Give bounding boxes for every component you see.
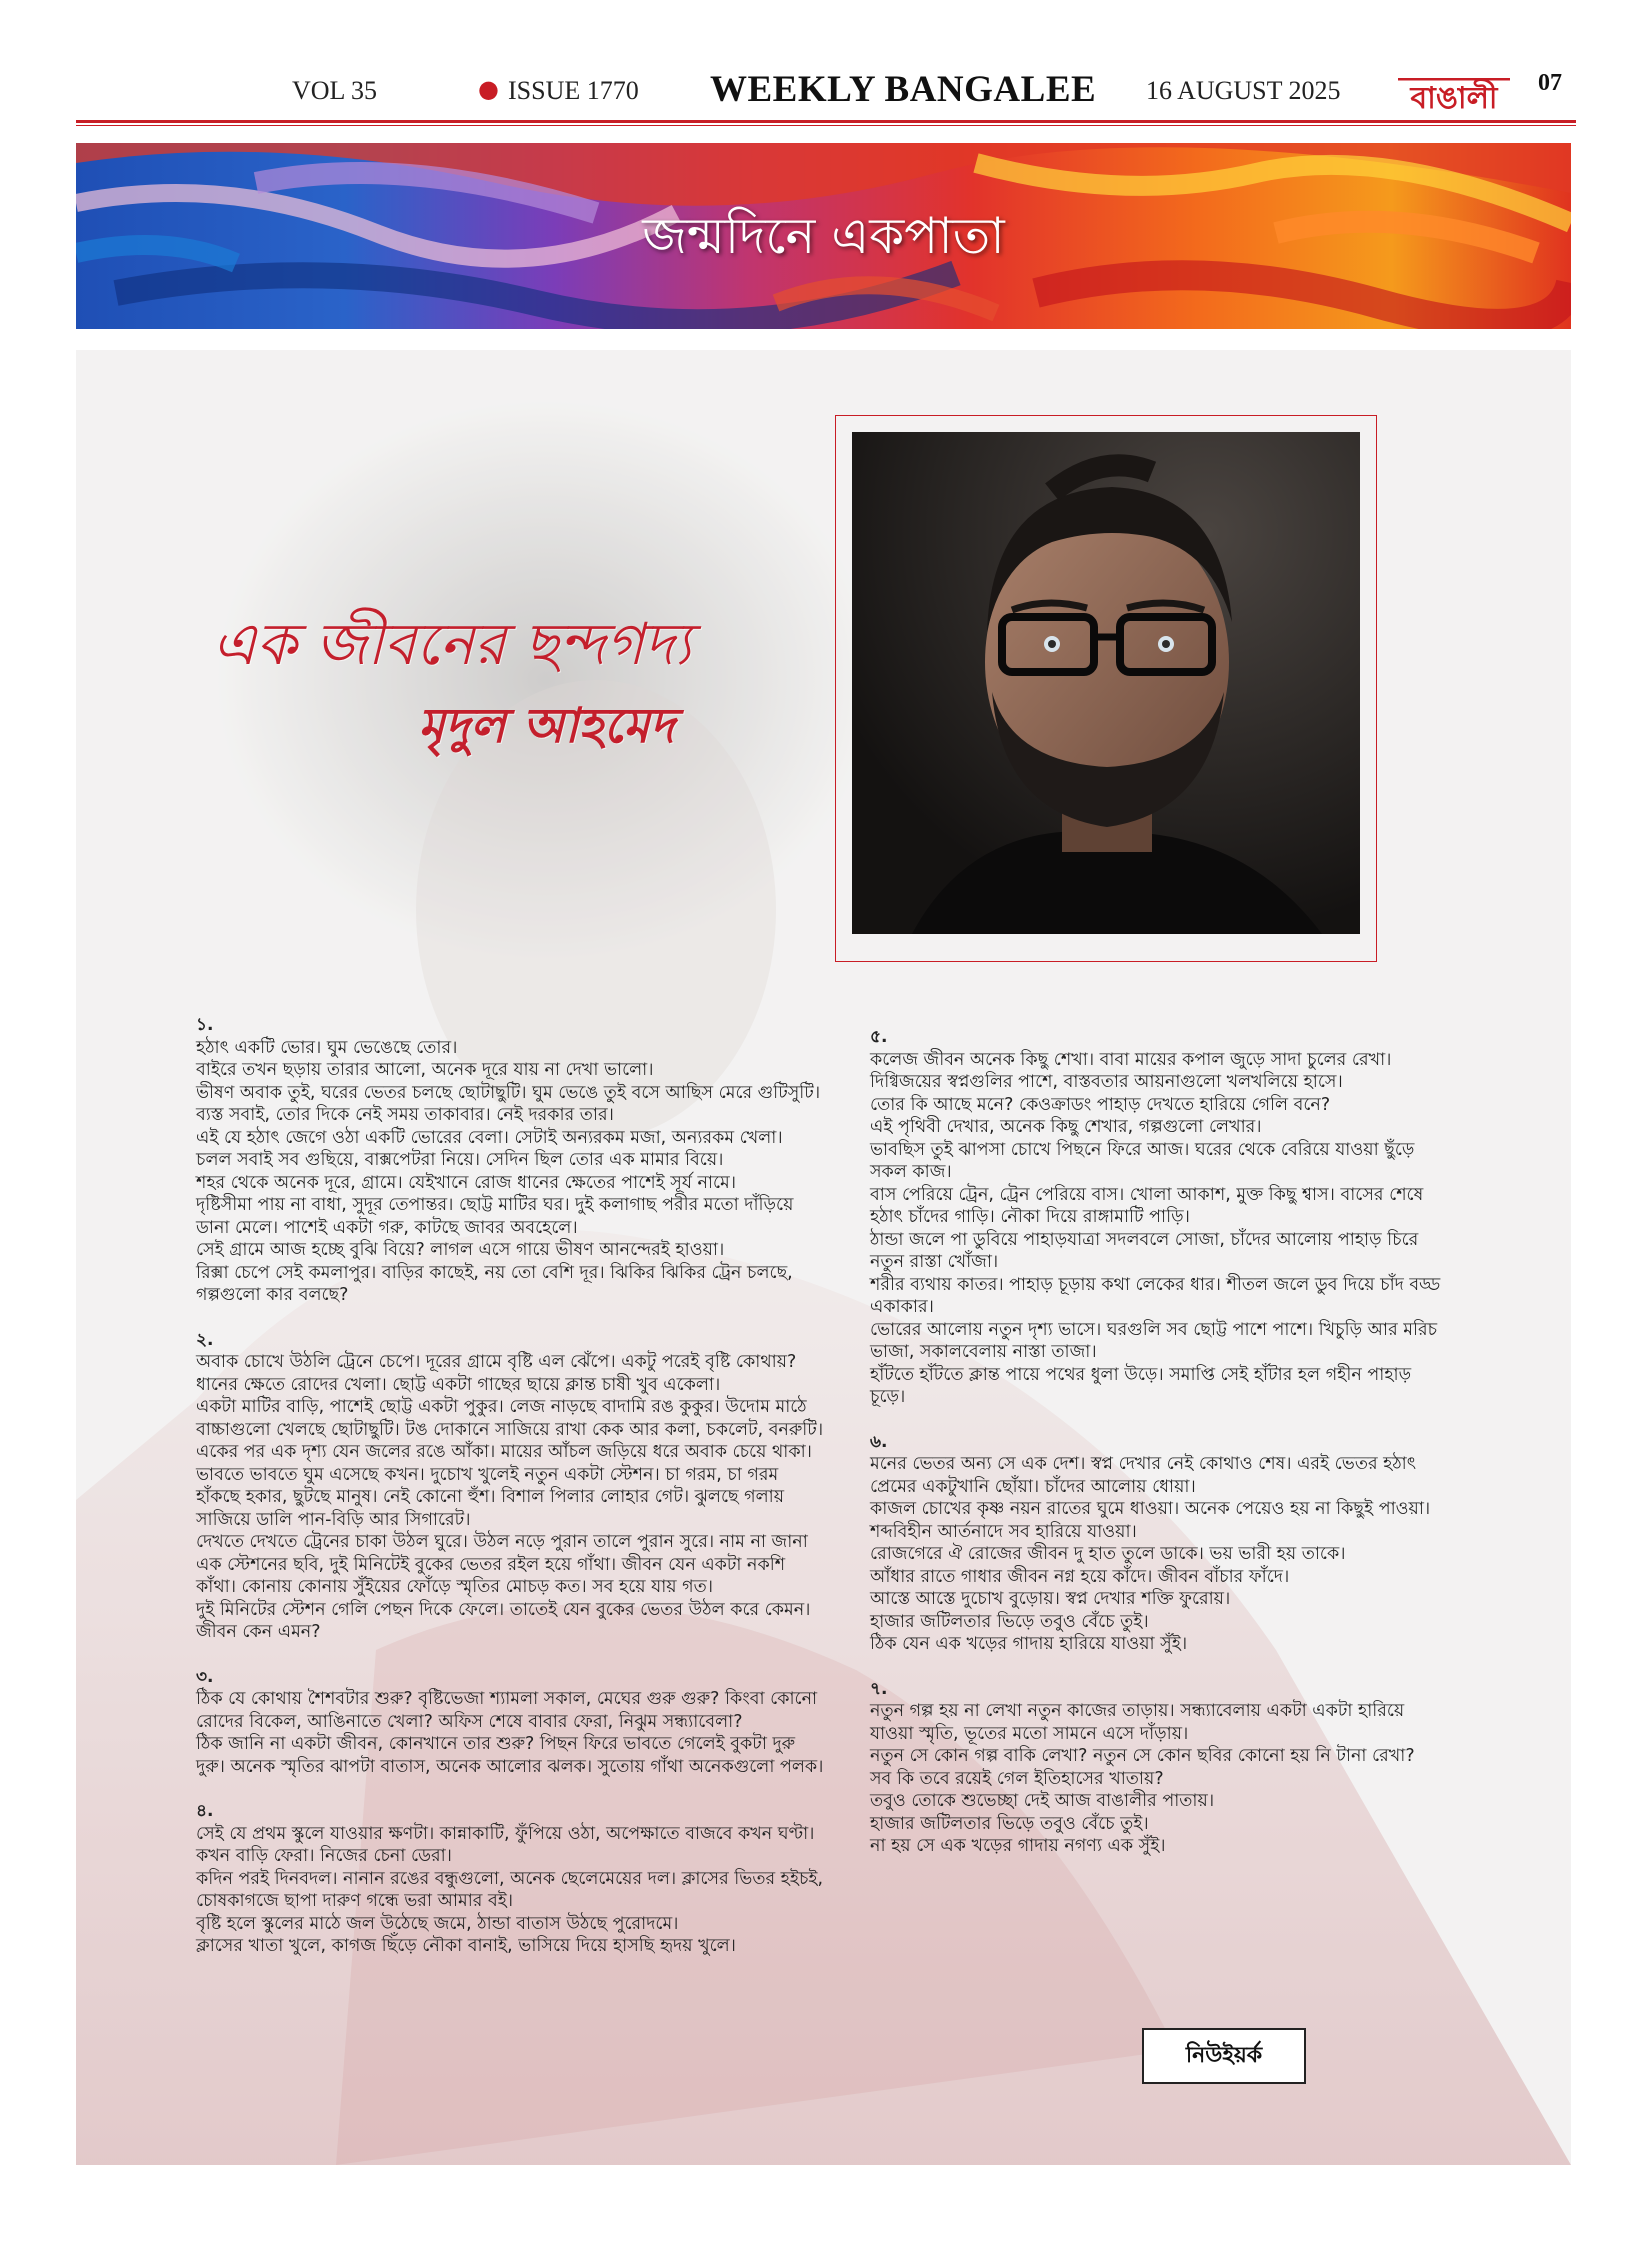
poem-line: তবুও তোকে শুভেচ্ছা দেই আজ বাঙালীর পাতায়। [870, 1791, 1215, 1811]
poem-line: বাইরে তখন ছড়ায় তারার আলো, অনেক দূরে যায় না দেখা ভালো। [196, 1060, 654, 1080]
section-number: ৪. [196, 1801, 214, 1821]
section-number: ১. [196, 1015, 214, 1035]
poem-line: হাজার জটিলতার ভিড়ে তবুও বেঁচে তুই। [870, 1813, 1149, 1834]
article-headline: এক জীবনের ছন্দগদ্য [212, 610, 692, 678]
location-dateline: নিউইয়র্ক [1142, 2028, 1306, 2084]
poem-line: বৃষ্টি হলে স্কুলের মাঠে জল উঠেছে জমে, ঠান্ডা বাতাস উঠছে পুরোদমে। [196, 1913, 679, 1934]
poem-line: ভাবছিস তুই ঝাপসা চোখে পিছনে ফিরে আজ। ঘরের থেকে বেরিয়ে যাওয়া ছুঁড়ে সকল কাজ। [870, 1139, 1415, 1182]
poem-line: আস্তে আস্তে দুচোখ বুড়োয়। স্বপ্ন দেখার শক্তি ফুরোয়। [870, 1589, 1231, 1609]
poem-line: শব্দবিহীন আর্তনাদে সব হারিয়ে যাওয়া। [870, 1521, 1137, 1542]
separator-dot-icon: ● [478, 75, 499, 103]
volume-label: VOL 35 [292, 76, 377, 105]
poem-line: ভীষণ অবাক তুই, ঘরের ভেতর চলছে ছোটাছুটি। ঘুম ভেঙে তুই বসে আছিস মেরে গুটিসুটি। ব্যস্ত সবাই, তোর দিকে নেই সময় তাকাবার। নেই দরকার তার। [196, 1082, 821, 1125]
poem-line: দুই মিনিটের স্টেশন গেলি পেছন দিকে ফেলে। তাতেই যেন বুকের ভেতর উঠল করে কেমন। [196, 1599, 811, 1620]
poem-line: শরীর ব্যথায় কাতর। পাহাড় চূড়ায় কথা লেকের ধার। শীতল জলে ডুব দিয়ে চাঁদ বড্ড একাকার। [870, 1274, 1441, 1317]
poem-section [196, 1014, 826, 1307]
poem-line: দেখতে দেখতে ট্রেনের চাকা উঠল ঘুরে। উঠল নড়ে পুরান তালে পুরান সুরে। নাম না জানা এক স্টেশনের ছবি, দুই মিনিটেই বুকের ভেতর রইল হয়ে গাঁথা। জীবন যেন একটা নকশি কাঁথা। কোনায় কোনায় সুঁইয়ের ফোঁড়ে স্মৃতির মোচড় কত। সব হয়ে যায় গত। [196, 1532, 808, 1597]
poem-section [196, 1666, 826, 1779]
section-number: ৫. [870, 1027, 888, 1047]
section-number: ৭. [870, 1678, 888, 1699]
poem-line: শহর থেকে অনেক দূরে, গ্রামে। যেইখানে রোজ ধানের ক্ষেতের পাশেই সূর্য নামে। [196, 1172, 737, 1193]
poem-line: কলেজ জীবন অনেক কিছু শেখা। বাবা মায়ের কপাল জুড়ে সাদা চুলের রেখা। দিগ্বিজয়ের স্বপ্নগুলির পাশে, বাস্তবতার আয়নাগুলো খলখলিয়ে হাসে। [870, 1049, 1392, 1092]
poem-line: ভাবতে ভাবতে ঘুম এসেছে কখন। দুচোখ খুলেই নতুন একটা স্টেশন। চা গরম, চা গরম হাঁকছে হকার, ছুটছে মানুষ। নেই কোনো হুঁশ। বিশাল পিলার লোহার গেট। ঝুলছে গলায় সাজিয়ে ডালি পান-বিড়ি আর সিগারেট। [196, 1464, 785, 1530]
poem-line: রোজগেরে ঐ রোজের জীবন দু হাত তুলে ডাকে। ভয় ভারী হয় তাকে। [870, 1544, 1346, 1564]
poem-line: বাস পেরিয়ে ট্রেন, ট্রেন পেরিয়ে বাস। খোলা আকাশ, মুক্ত কিছু শ্বাস। বাসের শেষে হঠাৎ চাঁদের গাড়ি। নৌকা দিয়ে রাঙ্গামাটি পাড়ি। [870, 1184, 1424, 1227]
publication-logo [1396, 64, 1514, 116]
logo-text: বাঙালী [1410, 81, 1498, 116]
poem-line: একের পর এক দৃশ্য যেন জলের রঙে আঁকা। মায়ের আঁচল জড়িয়ে ধরে অবাক চেয়ে থাকা। [196, 1442, 812, 1462]
poem-line: এই পৃথিবী দেখার, অনেক কিছু শেখার, গল্পগুলো লেখার। [870, 1117, 1262, 1137]
poem-section [196, 1329, 826, 1644]
poem-line: জীবন কেন এমন? [196, 1622, 321, 1642]
poem-line: আঁধার রাতে গাধার জীবন নগ্ন হয়ে কাঁদে। জীবন বাঁচার ফাঁদে। [870, 1566, 1290, 1587]
poem-line: নতুন গল্প হয় না লেখা নতুন কাজের তাড়ায়। সন্ধ্যাবেলায় একটা একটা হারিয়ে যাওয়া স্মৃতি, ভূতের মতো সামনে এসে দাঁড়ায়। [870, 1701, 1405, 1744]
poem-line: না হয় সে এক খড়ের গাদায় নগণ্য এক সুঁই। [870, 1836, 1166, 1856]
poem-line: ঠান্ডা জলে পা ডুবিয়ে পাহাড়যাত্রা সদলবলে সোজা, চাঁদের আলোয় পাহাড় চিরে নতুন রাস্তা খোঁজা। [870, 1229, 1419, 1272]
poem-line: একটা মাটির বাড়ি, পাশেই ছোট্ট একটা পুকুর। লেজ নাড়ছে বাদামি রঙ কুকুর। উদোম মাঠে বাচ্চাগুলো খেলছে ছোটাছুটি। টঙ দোকানে সাজিয়ে রাখা কেক আর কলা, চকলেট, বনরুটি। [196, 1397, 824, 1440]
poem-line: সব কি তবে রয়েই গেল ইতিহাসের খাতায়? [870, 1768, 1164, 1789]
section-number: ৬. [870, 1431, 888, 1452]
article-body-right-column [870, 1026, 1450, 1880]
poem-line: হাজার জটিলতার ভিড়ে তবুও বেঁচে তুই। [870, 1611, 1149, 1632]
poem-section [870, 1431, 1450, 1656]
poem-line: তোর কি আছে মনে? কেওক্রাডং পাহাড় দেখতে হারিয়ে গেলি বনে? [870, 1094, 1331, 1115]
poem-line: কদিন পরই দিনবদল। নানান রঙের বন্ধুগুলো, অনেক ছেলেমেয়ের দল। ক্লাসের ভিতর হইচই, চোষকাগজে ছাপা দারুণ গন্ধে ভরা আমার বই। [196, 1868, 824, 1911]
poem-line: ক্লাসের খাতা খুলে, কাগজ ছিঁড়ে নৌকা বানাই, ভাসিয়ে দিয়ে হাসছি হৃদয় খুলে। [196, 1936, 736, 1956]
section-banner [76, 143, 1571, 329]
article-body-left-column [196, 1014, 826, 1980]
poem-line: হঠাৎ একটি ভোর। ঘুম ভেঙেছে তোর। [196, 1037, 458, 1058]
poem-line: নতুন সে কোন গল্প বাকি লেখা? নতুন সে কোন ছবির কোনো হয় নি টানা রেখা? [870, 1746, 1415, 1766]
poem-line: হাঁটতে হাঁটতে ক্লান্ত পায়ে পথের ধুলা উড়ে। সমাপ্তি সেই হাঁটার হল গহীন পাহাড় চূড়ে। [870, 1364, 1412, 1407]
poem-line: কাজল চোখের কৃষ্ণ নয়ন রাতের ঘুমে ধাওয়া। অনেক পেয়েও হয় না কিছুই পাওয়া। [870, 1499, 1431, 1519]
poem-line: দৃষ্টিসীমা পায় না বাধা, সুদূর তেপান্তর। ছোট্ট মাটির ঘর। দুই কলাগাছ পরীর মতো দাঁড়িয়ে ডানা মেলে। পাশেই একটা গরু, কাটছে জাবর অবহেলে। [196, 1195, 794, 1238]
poem-line: ভোরের আলোয় নতুন দৃশ্য ভাসে। ঘরগুলি সব ছোট্ট পাশে পাশে। খিচুড়ি আর মরিচ ভাজা, সকালবেলায় নাস্তা তাজা। [870, 1319, 1438, 1362]
poem-section [870, 1026, 1450, 1409]
poem-line: সেই যে প্রথম স্কুলে যাওয়ার ক্ষণটা। কান্নাকাটি, ফুঁপিয়ে ওঠা, অপেক্ষাতে বাজবে কখন ঘণ্টা। [196, 1823, 815, 1844]
masthead-rule [76, 120, 1576, 123]
poem-section [196, 1800, 826, 1958]
poem-line: ঠিক যে কোথায় শৈশবটার শুরু? বৃষ্টিভেজা শ্যামলা সকাল, মেঘের গুরু গুরু? কিংবা কোনো রোদের বিকেল, আঙিনাতে খেলা? অফিস শেষে বাবার ফেরা, নিঝুম সন্ধ্যাবেলা? [196, 1689, 818, 1732]
masthead [76, 60, 1576, 120]
page-number: 07 [1538, 70, 1562, 96]
section-number: ৩. [196, 1666, 214, 1687]
banner-title: জন্মদিনে একপাতা [642, 207, 1005, 265]
poem-line: ঠিক যেন এক খড়ের গাদায় হারিয়ে যাওয়া সুঁই। [870, 1634, 1188, 1654]
poem-section [870, 1678, 1450, 1858]
poem-line: রিক্সা চেপে সেই কমলাপুর। বাড়ির কাছেই, নয় তো বেশি দূর। ঝিকির ঝিকির ট্রেন চলছে, গল্পগুলো কার বলছে? [196, 1262, 793, 1305]
poem-line: অবাক চোখে উঠলি ট্রেনে চেপে। দূরের গ্রামে বৃষ্টি এল ঝেঁপে। একটু পরেই বৃষ্টি কোথায়? [196, 1352, 797, 1372]
poem-line: ঠিক জানি না একটা জীবন, কোনখানে তার শুরু? পিছন ফিরে ভাবতে গেলেই বুকটা দুরু দুরু। অনেক স্মৃতির ঝাপটা বাতাস, অনেক আলোর ঝলক। সুতোয় গাঁথা অনেকগুলো পলক। [196, 1734, 824, 1777]
poem-line: সেই গ্রামে আজ হচ্ছে বুঝি বিয়ে? লাগল এসে গায়ে ভীষণ আনন্দেরই হাওয়া। [196, 1240, 725, 1260]
section-number: ২. [196, 1329, 214, 1350]
poem-line: মনের ভেতর অন্য সে এক দেশ। স্বপ্ন দেখার নেই কোথাও শেষ। এরই ভেতর হঠাৎ প্রেমের একটুখানি ছোঁয়া। চাঁদের আলোয় ধোয়া। [870, 1454, 1417, 1497]
article-author: মৃদুল আহমেদ [418, 698, 675, 754]
issue-date: 16 AUGUST 2025 [1146, 76, 1341, 105]
masthead-rule-thin [76, 125, 1576, 126]
author-portrait-photo [852, 432, 1360, 934]
poem-line: চলল সবাই সব গুছিয়ে, বাক্সপেটরা নিয়ে। সেদিন ছিল তোর এক মামার বিয়ে। [196, 1150, 724, 1170]
issue-label: ISSUE 1770 [508, 76, 639, 105]
poem-line: এই যে হঠাৎ জেগে ওঠা একটি ভোরের বেলা। সেটাই অন্যরকম মজা, অন্যরকম খেলা। [196, 1127, 783, 1148]
poem-line: কখন বাড়ি ফেরা। নিজের চেনা ডেরা। [196, 1846, 452, 1866]
publication-title: WEEKLY BANGALEE [710, 69, 1097, 110]
poem-line: ধানের ক্ষেতে রোদের খেলা। ছোট্ট একটা গাছের ছায়ে ক্লান্ত চাষী খুব একেলা। [196, 1374, 721, 1395]
